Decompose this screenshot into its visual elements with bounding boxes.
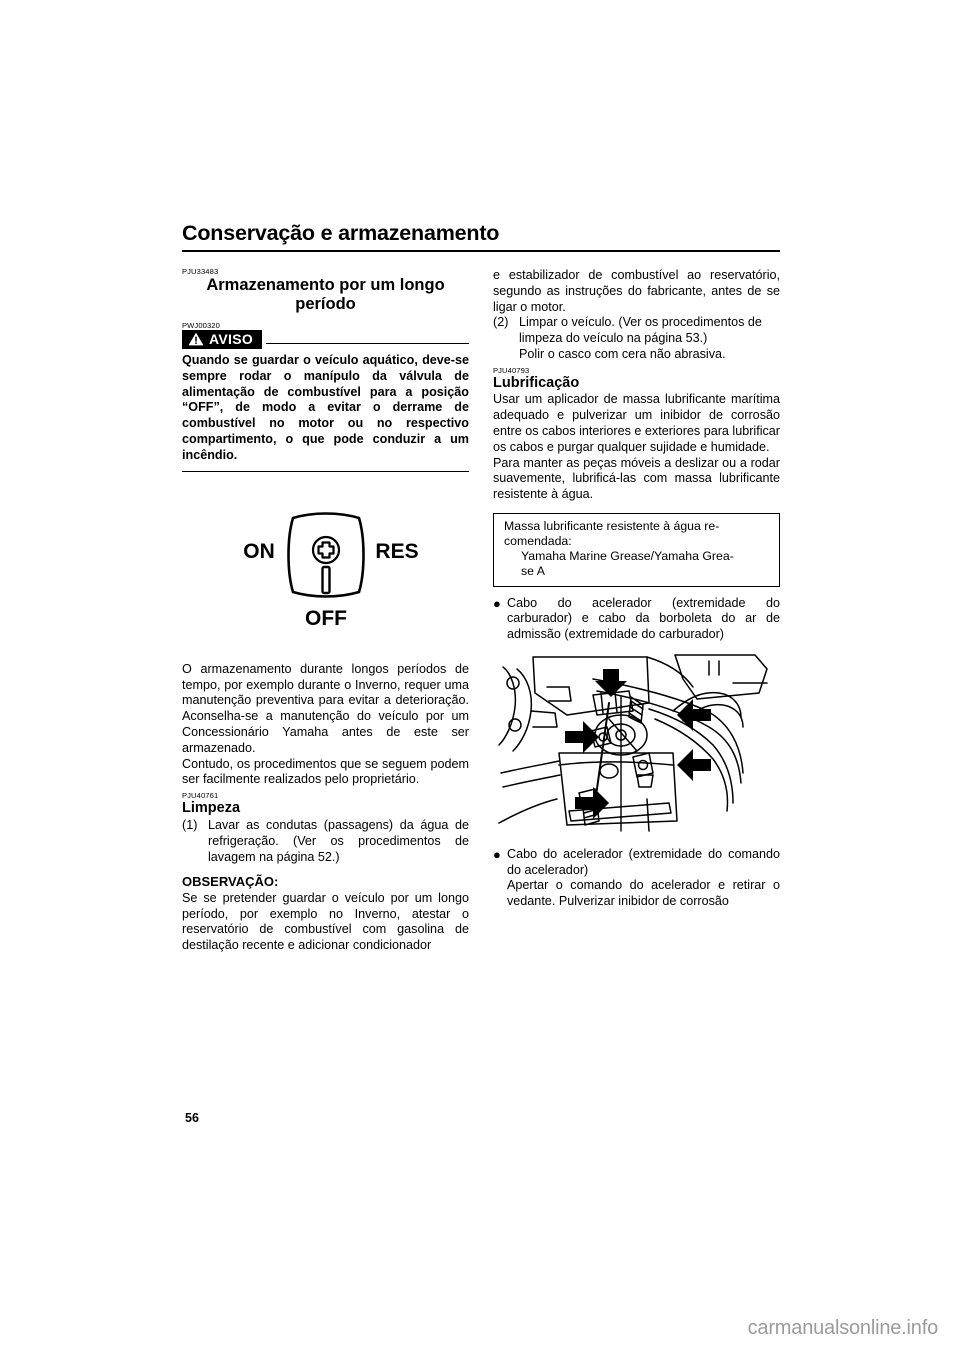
- section-reference-code: PJU33483: [182, 267, 219, 276]
- grease-spec-box: [493, 513, 780, 587]
- cleaning-step-1-number: (1): [182, 817, 198, 832]
- grease-spec-line-2: comendada:: [504, 533, 572, 548]
- page-header: [182, 222, 780, 252]
- note-continuation-text: e estabilizador de combustível ao reservatório, segundo as instruções do fabricante, antes de se ligar o motor.: [493, 268, 780, 314]
- note-label: OBSERVAÇÃO:: [182, 874, 279, 890]
- warning-bottom-divider: [182, 471, 469, 472]
- cleaning-step-1-text: Lavar as condutas (passagens) da água de refrigeração. (Ver os procedimentos de lavagem na página 52.): [208, 817, 469, 864]
- lubrication-bullet-2: [493, 847, 780, 879]
- lubrication-paragraph-2: Para manter as peças móveis a deslizar ou a rodar suavemente, lubrificá-las com massa lubrificante resistente à água.: [493, 455, 780, 502]
- section-title-long-term-storage: Armazenamento por um longo período: [206, 275, 445, 314]
- warning-reference-code: PWJ00320: [182, 320, 220, 330]
- storage-paragraph-1: O armazenamento durante longos períodos de tempo, por exemplo durante o Inverno, requer uma manutenção preventiva para evitar a deterioração. Aconselha-se a manutenção do veículo por um Concessionário Yamaha antes de este ser armazenado.: [182, 661, 469, 755]
- section-title-lubrication: Lubrificação: [493, 374, 580, 391]
- cleaning-reference-code: PJU40761: [182, 791, 219, 801]
- cleaning-step-2: [493, 315, 780, 347]
- watermark: carmanualsonline.info: [747, 1317, 938, 1339]
- cleaning-step-2-text: Limpar o veículo. (Ver os procedimentos de limpeza do veículo na página 53.): [519, 315, 762, 346]
- page-number: 56: [185, 1111, 199, 1125]
- cleaning-step-2-number: (2): [493, 315, 509, 330]
- lubrication-bullet-2-continuation: Apertar o comando do acelerador e retirar o vedante. Pulverizar inibidor de corrosão: [507, 878, 780, 909]
- right-column: [493, 268, 780, 910]
- lubrication-bullet-2-text: Cabo do acelerador (extremidade do comando do acelerador): [507, 846, 780, 877]
- lubrication-bullet-1-text: Cabo do acelerador (extremidade do carburador) e cabo da borboleta do ar de admissão (extremidade do carburador): [507, 595, 780, 642]
- lubrication-bullet-1: [493, 596, 780, 643]
- left-column: [182, 268, 469, 954]
- section-title-cleaning: Limpeza: [182, 800, 241, 817]
- fuel-valve-figure: [182, 490, 469, 640]
- lubrication-point-arrows: [565, 669, 711, 819]
- grease-spec-line-4: se A: [521, 563, 545, 578]
- header-divider: [182, 250, 780, 252]
- page-title: Conservação e armazenamento: [182, 221, 500, 245]
- cleaning-step-1: [182, 818, 469, 865]
- warning-badge: [182, 330, 262, 349]
- warning-badge-label: AVISO: [209, 331, 254, 348]
- warning-block: [182, 322, 469, 472]
- warning-text: Quando se guardar o veículo aquático, deve-se sempre rodar o manípulo da válvula de alimentação de combustível para a posição “OFF”, de modo a evitar o derrame de combustível no motor ou no respectivo compartimento, o que pode conduzir a um incêndio.: [182, 352, 469, 463]
- lubrication-reference-code: PJU40793: [493, 365, 530, 375]
- valve-label-res: RES: [374, 539, 419, 563]
- valve-label-on: ON: [242, 539, 275, 563]
- warning-badge-row: [182, 330, 469, 349]
- grease-spec-line-1: Massa lubrificante resistente à água re-: [504, 519, 720, 533]
- cleaning-step-2-subline: Polir o casco com cera não abrasiva.: [519, 346, 726, 361]
- storage-paragraph-2: Contudo, os procedimentos que se seguem podem ser facilmente realizados pelo proprietário.: [182, 756, 469, 787]
- grease-spec-line-3: Yamaha Marine Grease/Yamaha Grea-: [521, 548, 734, 563]
- lubrication-paragraph-1: Usar um aplicador de massa lubrificante marítima adequado e pulverizar um inibidor de corrosão entre os cabos interiores e exteriores para lubrificar os cabos e purgar qualquer sujidade e humidade.: [493, 392, 780, 454]
- warning-triangle-icon: [188, 332, 204, 346]
- carburetor-cable-figure: [493, 653, 780, 838]
- bullet-dot-icon: ●: [493, 595, 501, 611]
- bullet-dot-icon: ●: [493, 846, 501, 862]
- content-columns: [182, 268, 780, 1088]
- note-text: Se se pretender guardar o veículo por um longo período, por exemplo no Inverno, atestar o reservatório de combustível com gasolina de destilação recente e adicionar condicionador: [182, 890, 469, 953]
- valve-label-off: OFF: [304, 606, 347, 630]
- warning-badge-rule: [266, 343, 469, 344]
